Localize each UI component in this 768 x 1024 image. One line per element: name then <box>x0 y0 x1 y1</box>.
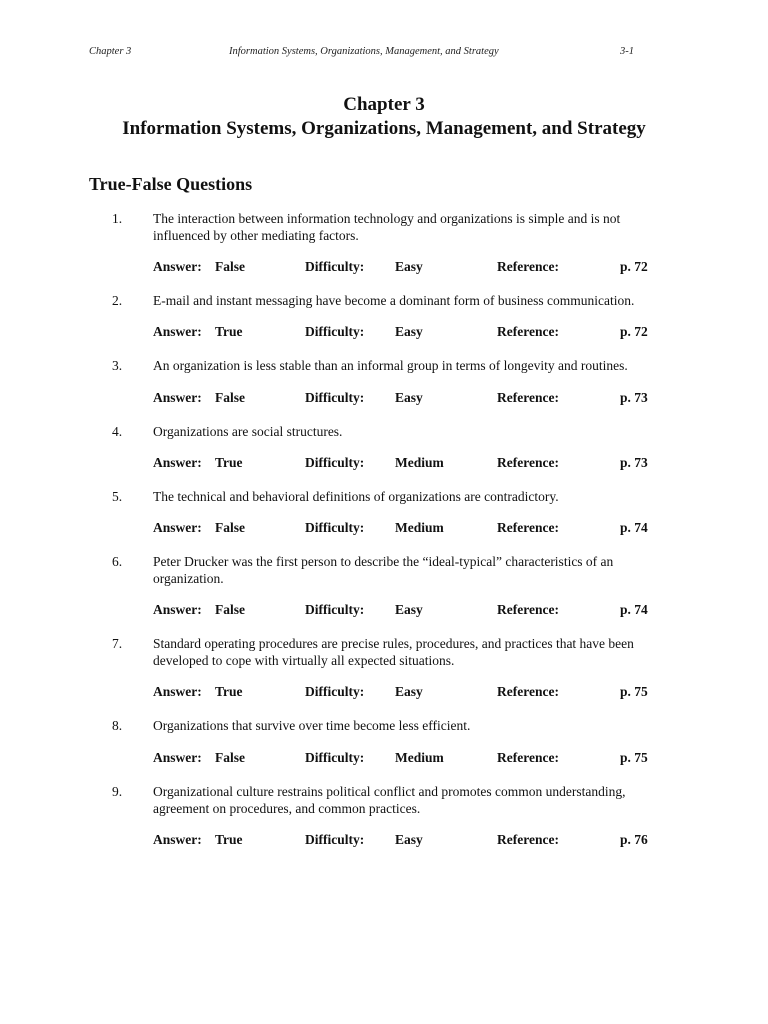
difficulty-label: Difficulty: <box>305 750 365 765</box>
answer-value: True <box>215 684 243 699</box>
difficulty-value: Easy <box>395 832 423 847</box>
question-text: An organization is less stable than an informal group in terms of longevity and routines. <box>153 358 628 373</box>
question-number: 2. <box>112 293 123 308</box>
answer-label: Answer: <box>153 520 202 535</box>
answer-value: True <box>215 324 243 339</box>
header-chapter: Chapter 3 <box>89 46 132 57</box>
difficulty-value: Medium <box>395 750 444 765</box>
question-number: 8. <box>112 718 123 733</box>
question-text: Organizational culture restrains political conflict and promotes common understanding, agreement on procedures, and common practices. <box>153 784 626 816</box>
difficulty-value: Easy <box>395 602 423 617</box>
difficulty-value: Medium <box>395 455 444 470</box>
question-text: E-mail and instant messaging have become a dominant form of business communication. <box>153 293 635 308</box>
difficulty-value: Easy <box>395 684 423 699</box>
question-text: The technical and behavioral definitions of organizations are contradictory. <box>153 489 559 504</box>
chapter-number: Chapter 3 <box>343 94 425 115</box>
question-number: 3. <box>112 358 123 373</box>
answer-value: False <box>215 390 245 405</box>
chapter-name: Information Systems, Organizations, Management, and Strategy <box>122 118 646 139</box>
answer-value: False <box>215 259 245 274</box>
question-number: 5. <box>112 489 123 504</box>
reference-value: p. 74 <box>620 520 648 535</box>
answer-value: False <box>215 602 245 617</box>
question-number: 6. <box>112 554 123 569</box>
question-number: 9. <box>112 784 123 799</box>
section-heading: True-False Questions <box>89 174 253 194</box>
answer-value: True <box>215 455 243 470</box>
difficulty-label: Difficulty: <box>305 832 365 847</box>
answer-value: True <box>215 832 243 847</box>
difficulty-value: Easy <box>395 259 423 274</box>
difficulty-value: Medium <box>395 520 444 535</box>
difficulty-label: Difficulty: <box>305 390 365 405</box>
difficulty-label: Difficulty: <box>305 684 365 699</box>
difficulty-label: Difficulty: <box>305 455 365 470</box>
reference-value: p. 74 <box>620 602 648 617</box>
answer-label: Answer: <box>153 602 202 617</box>
reference-value: p. 73 <box>620 390 648 405</box>
answer-label: Answer: <box>153 832 202 847</box>
question-text: Standard operating procedures are precise rules, procedures, and practices that have been developed to cope with virtually all expected situations. <box>153 636 634 668</box>
header-page-number: 3-1 <box>620 46 634 57</box>
reference-value: p. 76 <box>620 832 648 847</box>
difficulty-label: Difficulty: <box>305 259 365 274</box>
reference-label: Reference: <box>497 750 559 765</box>
reference-label: Reference: <box>497 602 559 617</box>
answer-label: Answer: <box>153 684 202 699</box>
reference-label: Reference: <box>497 684 559 699</box>
answer-label: Answer: <box>153 324 202 339</box>
question-number: 7. <box>112 636 123 651</box>
question-text: Organizations are social structures. <box>153 424 343 439</box>
answer-value: False <box>215 750 245 765</box>
answer-label: Answer: <box>153 455 202 470</box>
question-text: The interaction between information technology and organizations is simple and is not influenced by other mediating factors. <box>153 211 621 243</box>
reference-label: Reference: <box>497 390 559 405</box>
reference-value: p. 75 <box>620 750 648 765</box>
question-text: Peter Drucker was the first person to describe the “ideal-typical” characteristics of an organization. <box>153 554 614 586</box>
difficulty-value: Easy <box>395 324 423 339</box>
answer-label: Answer: <box>153 750 202 765</box>
difficulty-label: Difficulty: <box>305 520 365 535</box>
reference-value: p. 72 <box>620 324 648 339</box>
reference-label: Reference: <box>497 259 559 274</box>
difficulty-value: Easy <box>395 390 423 405</box>
reference-value: p. 73 <box>620 455 648 470</box>
question-text: Organizations that survive over time become less efficient. <box>153 718 471 733</box>
answer-label: Answer: <box>153 259 202 274</box>
reference-value: p. 75 <box>620 684 648 699</box>
reference-label: Reference: <box>497 832 559 847</box>
question-number: 4. <box>112 424 123 439</box>
reference-label: Reference: <box>497 324 559 339</box>
reference-label: Reference: <box>497 455 559 470</box>
answer-label: Answer: <box>153 390 202 405</box>
chapter-title <box>0 93 768 141</box>
difficulty-label: Difficulty: <box>305 324 365 339</box>
reference-value: p. 72 <box>620 259 648 274</box>
answer-value: False <box>215 520 245 535</box>
reference-label: Reference: <box>497 520 559 535</box>
question-number: 1. <box>112 211 123 226</box>
difficulty-label: Difficulty: <box>305 602 365 617</box>
header-book-title: Information Systems, Organizations, Management, and Strategy <box>229 46 499 57</box>
